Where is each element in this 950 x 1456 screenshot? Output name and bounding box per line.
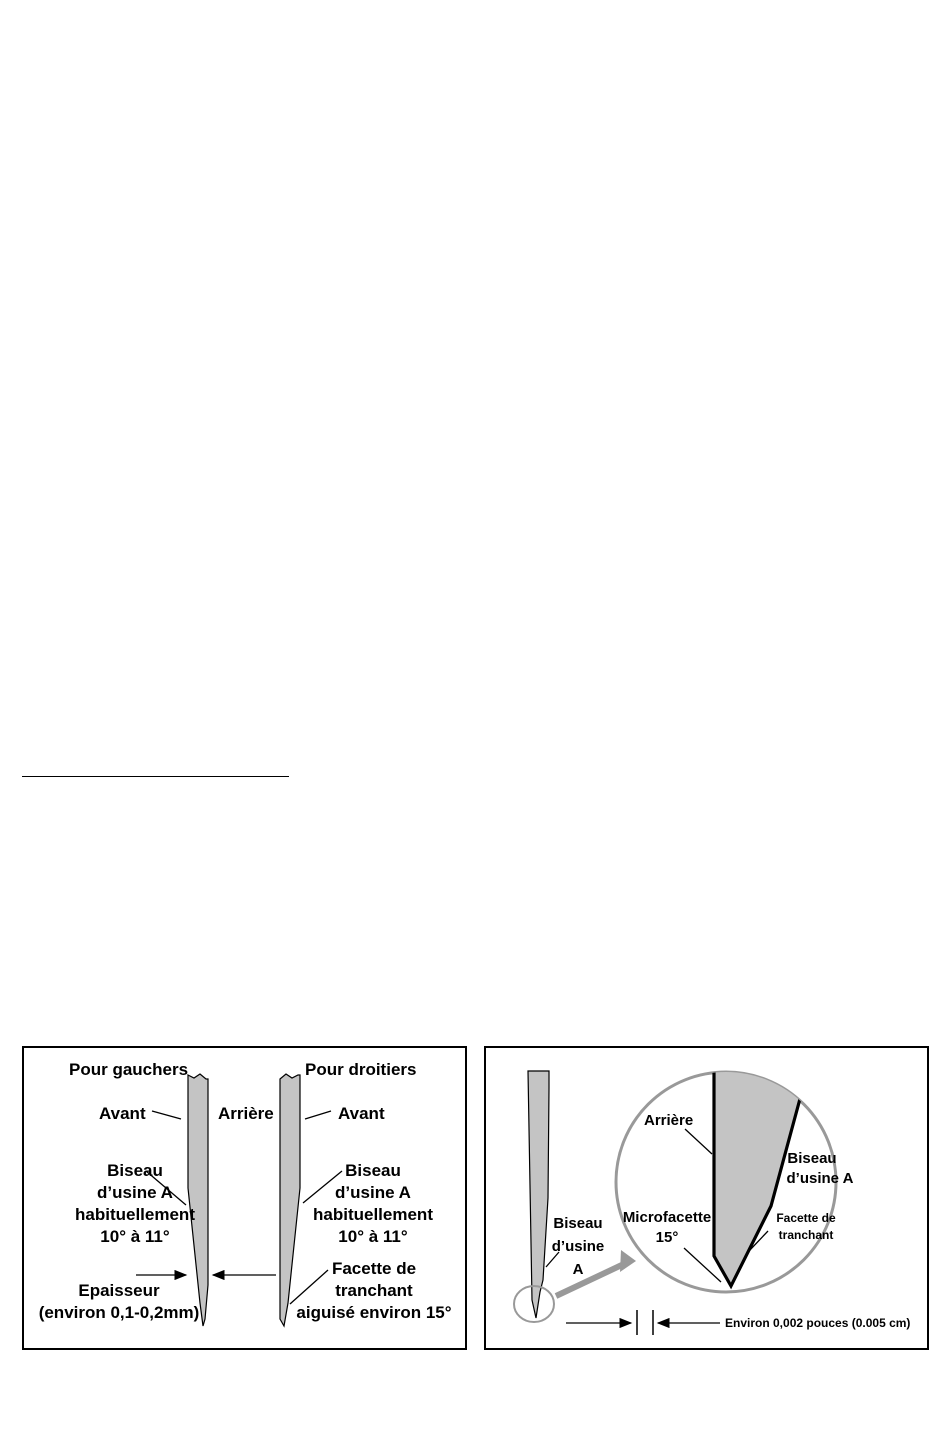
measurement-label: Environ 0,002 pouces (0.005 cm)	[725, 1316, 911, 1330]
svg-text:10° à 11°: 10° à 11°	[100, 1227, 170, 1246]
front-right-leader	[305, 1111, 331, 1119]
svg-text:tranchant: tranchant	[778, 1228, 834, 1242]
small-blade	[528, 1071, 549, 1318]
svg-text:A: A	[572, 1261, 584, 1278]
horizontal-rule	[22, 776, 289, 777]
svg-text:15°: 15°	[655, 1229, 679, 1246]
svg-text:Biseau: Biseau	[345, 1161, 401, 1180]
svg-text:Facette de: Facette de	[776, 1211, 836, 1225]
svg-text:tranchant: tranchant	[335, 1281, 413, 1300]
blade-profiles-drawing	[24, 1048, 469, 1352]
microfacet-detail-panel	[484, 1046, 929, 1350]
factory-bevel-right-label	[313, 1161, 433, 1246]
thickness-label	[39, 1281, 200, 1322]
right-hand-blade	[280, 1074, 300, 1326]
back-label-zoom: Arrière	[644, 1112, 694, 1129]
svg-text:habituellement: habituellement	[75, 1205, 195, 1224]
microfacet-drawing	[486, 1048, 931, 1352]
svg-text:Microfacette: Microfacette	[622, 1209, 712, 1226]
svg-text:d’usine A: d’usine A	[97, 1183, 173, 1202]
left-handed-right-handed-panel	[22, 1046, 467, 1350]
back-label: Arrière	[218, 1104, 274, 1123]
factory-bevel-small-label	[552, 1215, 605, 1278]
svg-text:d’usine A: d’usine A	[786, 1170, 854, 1187]
svg-text:(environ 0,1-0,2mm): (environ 0,1-0,2mm)	[38, 1303, 200, 1322]
svg-text:d’usine A: d’usine A	[335, 1183, 411, 1202]
svg-text:aiguisé environ 15°: aiguisé environ 15°	[296, 1303, 452, 1322]
svg-text:d’usine: d’usine	[551, 1238, 605, 1255]
front-left-leader	[152, 1111, 181, 1119]
svg-text:Biseau: Biseau	[107, 1161, 163, 1180]
svg-text:10° à 11°: 10° à 11°	[338, 1227, 408, 1246]
edge-facet-leader	[290, 1270, 328, 1304]
left-handed-title: Pour gauchers	[69, 1060, 189, 1079]
edge-facet-label	[296, 1259, 451, 1322]
svg-text:Biseau: Biseau	[553, 1215, 603, 1232]
zoom-arrow	[556, 1263, 626, 1296]
right-handed-title: Pour droitiers	[305, 1060, 417, 1079]
svg-text:Facette de: Facette de	[331, 1259, 417, 1278]
svg-text:habituellement: habituellement	[313, 1205, 433, 1224]
svg-text:Biseau: Biseau	[787, 1150, 837, 1167]
front-label-left: Avant	[99, 1104, 146, 1123]
left-hand-blade	[188, 1074, 208, 1326]
svg-text:Epaisseur: Epaisseur	[78, 1281, 160, 1300]
zoom-arrowhead	[620, 1250, 636, 1272]
factory-bevel-left-label	[75, 1161, 195, 1246]
front-label-right: Avant	[338, 1104, 385, 1123]
